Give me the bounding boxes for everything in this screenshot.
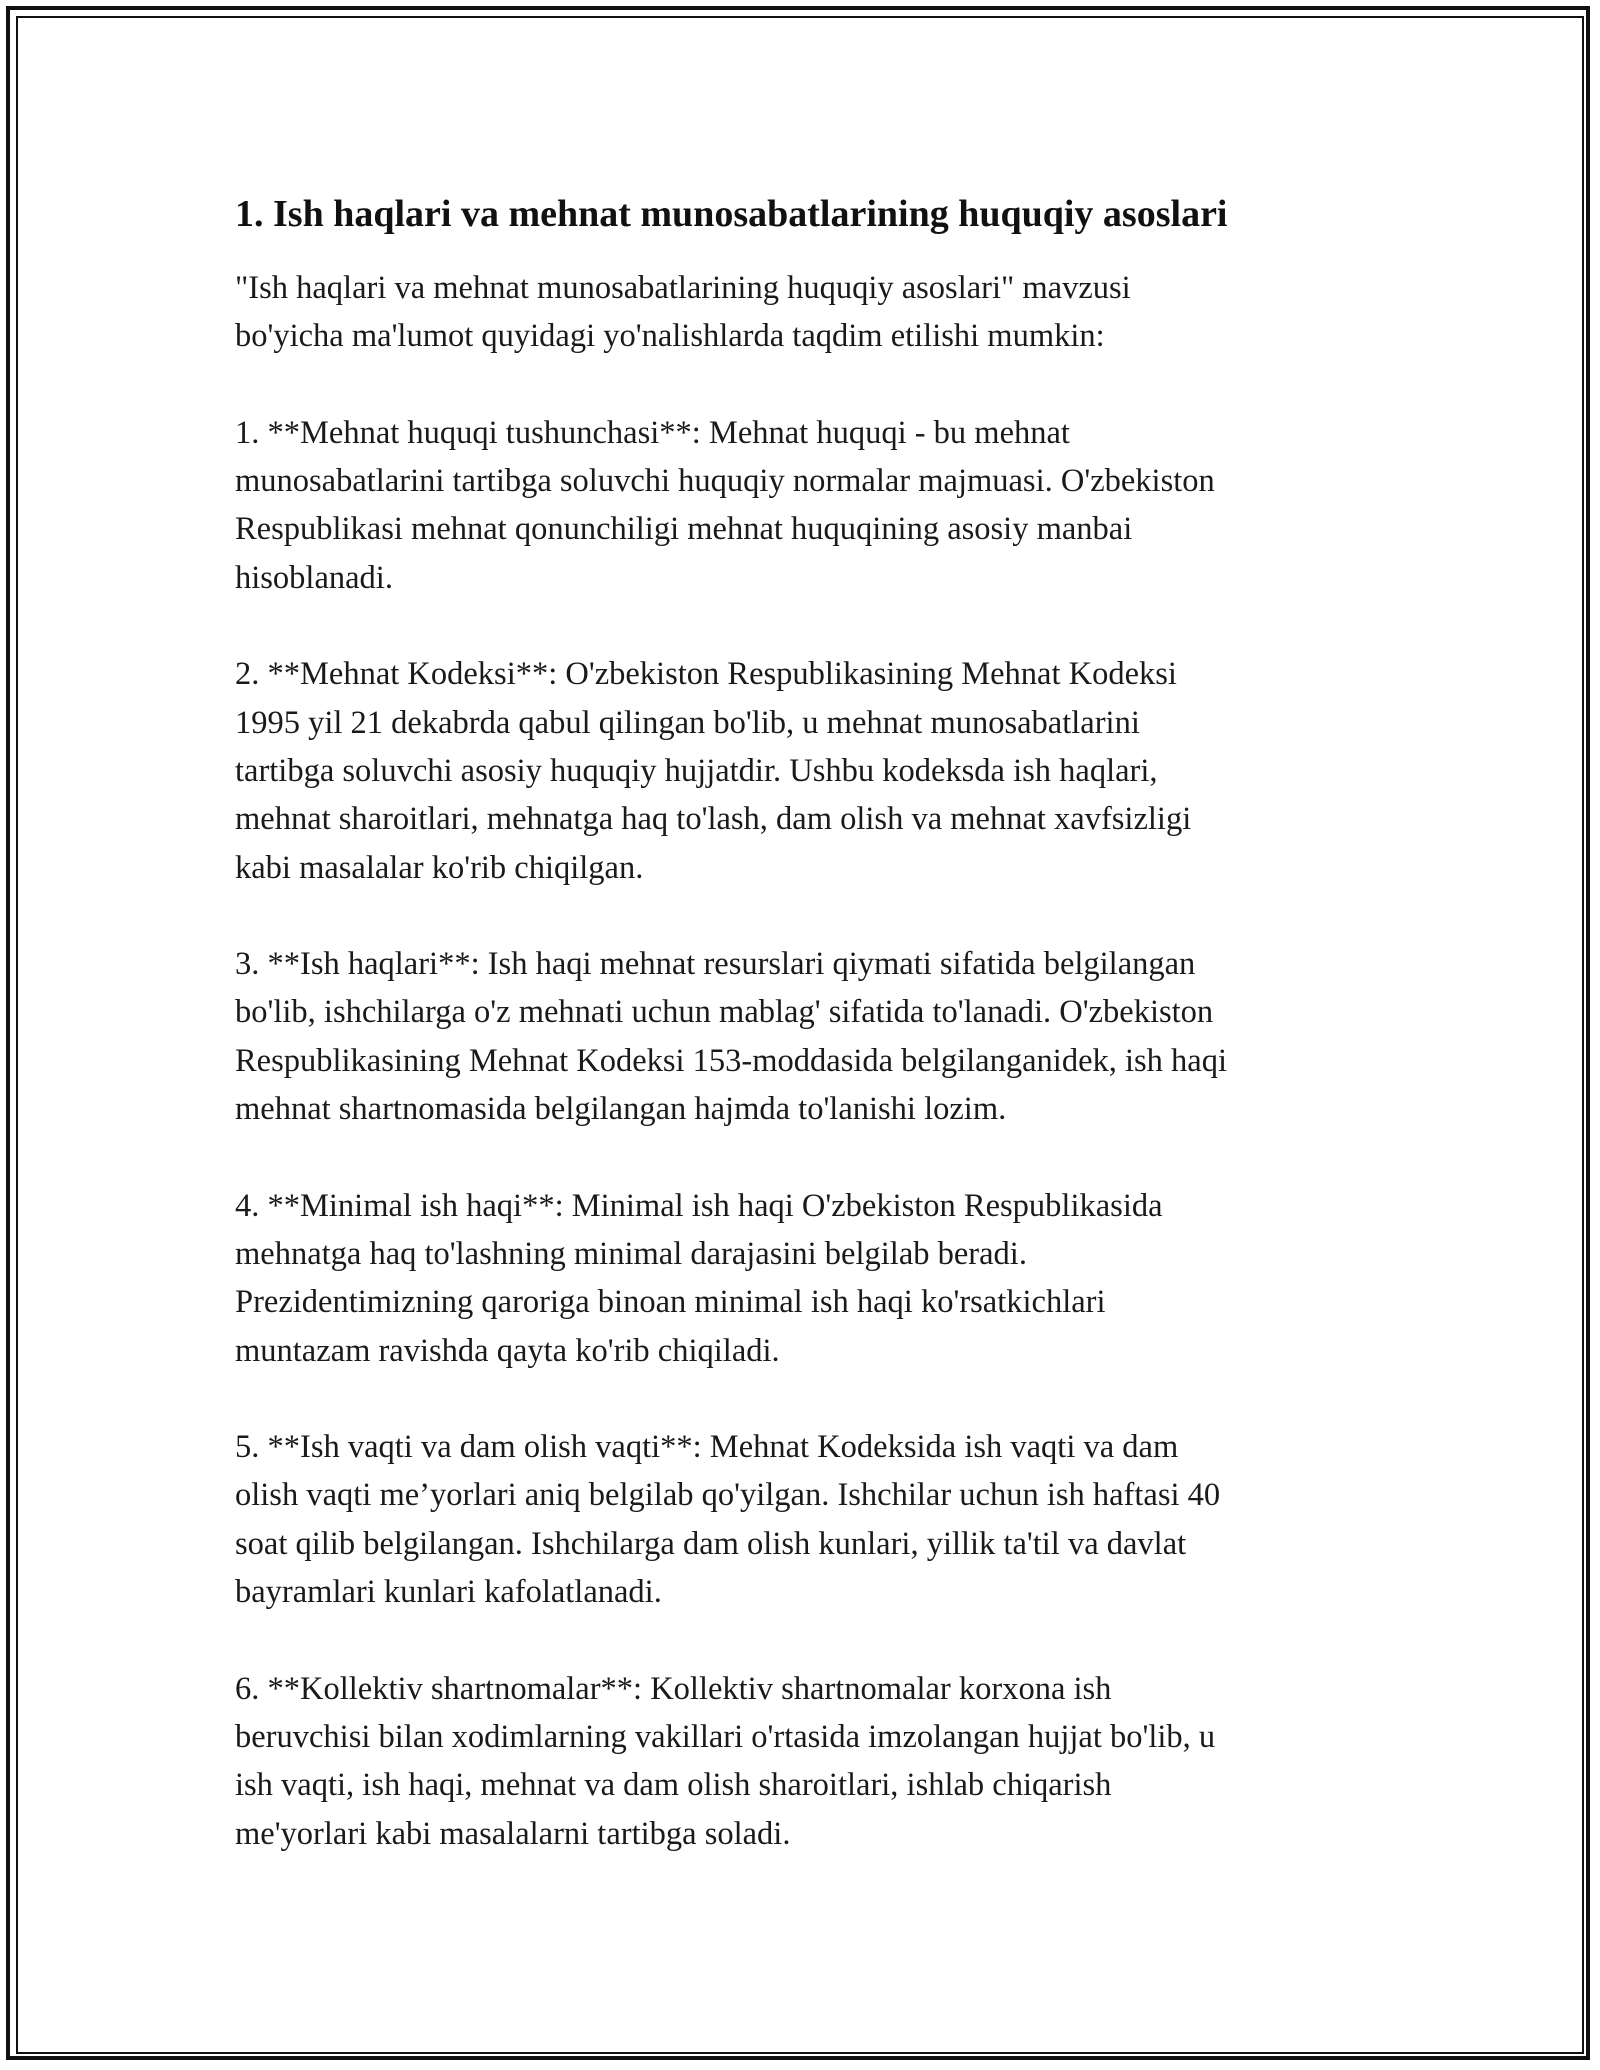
intro-paragraph: "Ish haqlari va mehnat munosabatlarining huquqiy asoslari" mavzusi bo'yicha ma'lumot quyidagi yo'nalishlarda taqdim etilishi mumkin:	[235, 270, 1131, 355]
paragraph-kollektiv-shartnomalar: 6. **Kollektiv shartnomalar**: Kollektiv shartnomalar korxona ish beruvchisi bilan xodimlarning vakillari o'rtasida imzolangan hujjat bo'lib, u ish vaqti, ish haqi, mehnat va dam olish sharoitlari, ishlab chiqarish me'yorlari kabi masalalarni tartibga soladi.	[235, 1670, 1216, 1852]
paragraph-ish-vaqti: 5. **Ish vaqti va dam olish vaqti**: Mehnat Kodeksida ish vaqti va dam olish vaqti me’yorlari aniq belgilab qo'yilgan. Ishchilar uchun ish haftasi 40 soat qilib belgilangan. Ishchilarga dam olish kunlari, yillik ta'til va davlat bayramlari kunlari kafolatlanadi.	[235, 1429, 1221, 1611]
document-title: 1. Ish haqlari va mehnat munosabatlarining huquqiy asoslari	[235, 193, 1228, 235]
paragraph-mehnat-kodeksi: 2. **Mehnat Kodeksi**: O'zbekiston Respublikasining Mehnat Kodeksi 1995 yil 21 dekabrda qabul qilingan bo'lib, u mehnat munosabatlarini tartibga soluvchi asosiy huquqiy hujjatdir. Ushbu kodeksda ish haqlari, mehnat sharoitlari, mehnatga haq to'lash, dam olish va mehnat xavfsizligi kabi masalalar ko'rib chiqilgan.	[235, 656, 1192, 886]
paragraph-mehnat-huquqi: 1. **Mehnat huquqi tushunchasi**: Mehnat huquqi - bu mehnat munosabatlarini tartibga soluvchi huquqiy normalar majmuasi. O'zbekiston Respublikasi mehnat qonunchiligi mehnat huquqining asosiy manbai hisoblanadi.	[235, 414, 1215, 596]
document-body	[235, 188, 1365, 1906]
paragraph-ish-haqlari: 3. **Ish haqlari**: Ish haqi mehnat resurslari qiymati sifatida belgilangan bo'lib, ishchilarga o'z mehnati uchun mablag' sifatida to'lanadi. O'zbekiston Respublikasining Mehnat Kodeksi 153-moddasida belgilanganidek, ish haqi mehnat shartnomasida belgilangan hajmda to'lanishi lozim.	[235, 946, 1227, 1128]
paragraph-minimal-ish-haqi: 4. **Minimal ish haqi**: Minimal ish haqi O'zbekiston Respublikasida mehnatga haq to'lashning minimal darajasini belgilab beradi. Prezidentimizning qaroriga binoan minimal ish haqi ko'rsatkichlari muntazam ravishda qayta ko'rib chiqiladi.	[235, 1187, 1163, 1369]
